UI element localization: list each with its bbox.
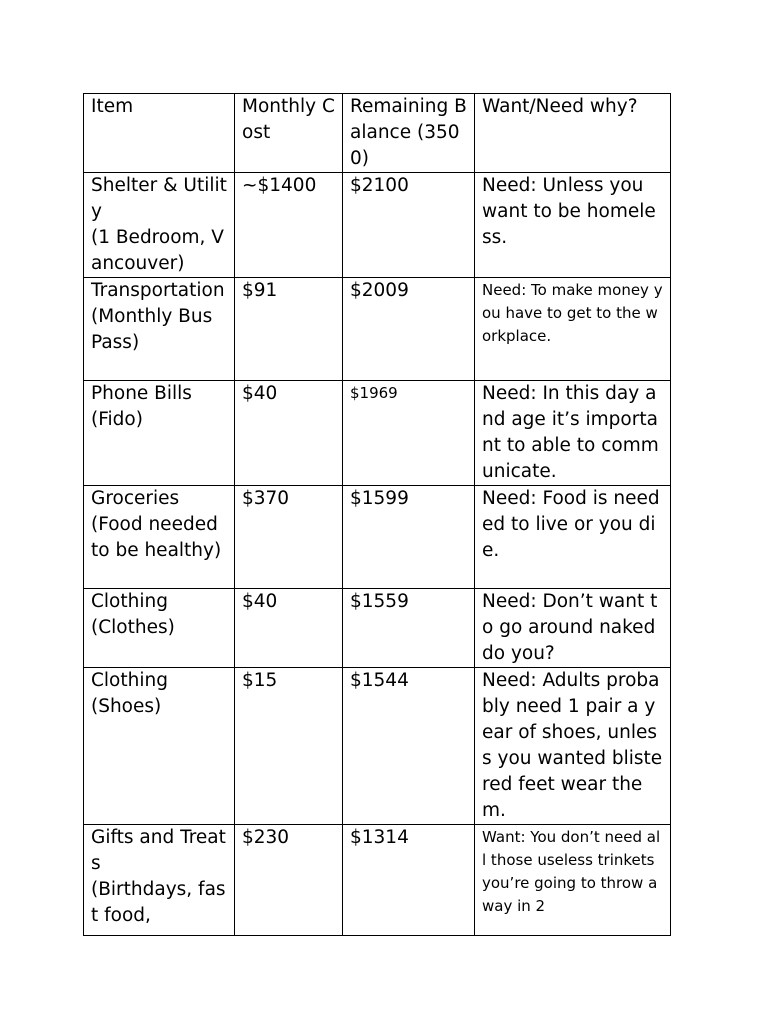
cell-cost: $91 (235, 278, 343, 381)
cell-balance: $1544 (343, 668, 475, 825)
table-row (84, 173, 671, 278)
cell-reason: Want: You don’t need all those useless trinkets you’re going to throw away in 2 (475, 825, 671, 936)
table-header-row (84, 94, 671, 173)
cell-balance: $1559 (343, 589, 475, 668)
cell-item: Transportation (Monthly Bus Pass) (84, 278, 235, 381)
cell-reason: Need: Unless you want to be homeless. (475, 173, 671, 278)
table-row (84, 486, 671, 589)
cell-balance: $1314 (343, 825, 475, 936)
cell-reason: Need: Don’t want to go around naked do you? (475, 589, 671, 668)
cell-balance: $1969 (343, 381, 475, 486)
cell-item: Clothing (Shoes) (84, 668, 235, 825)
header-want-need: Want/Need why? (475, 94, 671, 173)
budget-table (83, 93, 671, 936)
cell-item: Groceries (Food needed to be healthy) (84, 486, 235, 589)
cell-balance: $2009 (343, 278, 475, 381)
cell-cost: $40 (235, 381, 343, 486)
table-row (84, 589, 671, 668)
header-monthly-cost: Monthly Cost (235, 94, 343, 173)
cell-balance: $2100 (343, 173, 475, 278)
cell-reason: Need: Food is needed to live or you die. (475, 486, 671, 589)
cell-cost: $40 (235, 589, 343, 668)
table-row (84, 668, 671, 825)
header-item: Item (84, 94, 235, 173)
table-row (84, 381, 671, 486)
cell-item: Gifts and Treats (Birthdays, fast food, (84, 825, 235, 936)
cell-item: Phone Bills (Fido) (84, 381, 235, 486)
table-row (84, 278, 671, 381)
header-remaining-balance: Remaining Balance (3500) (343, 94, 475, 173)
cell-balance: $1599 (343, 486, 475, 589)
cell-reason: Need: Adults probably need 1 pair a year of shoes, unless you wanted blistered feet wear them. (475, 668, 671, 825)
cell-cost: $370 (235, 486, 343, 589)
cell-cost: ~$1400 (235, 173, 343, 278)
cell-item: Clothing (Clothes) (84, 589, 235, 668)
cell-item: Shelter & Utility (1 Bedroom, Vancouver) (84, 173, 235, 278)
table-row (84, 825, 671, 936)
cell-reason: Need: In this day and age it’s important to able to communicate. (475, 381, 671, 486)
cell-cost: $230 (235, 825, 343, 936)
cell-reason: Need: To make money you have to get to the workplace. (475, 278, 671, 381)
cell-cost: $15 (235, 668, 343, 825)
